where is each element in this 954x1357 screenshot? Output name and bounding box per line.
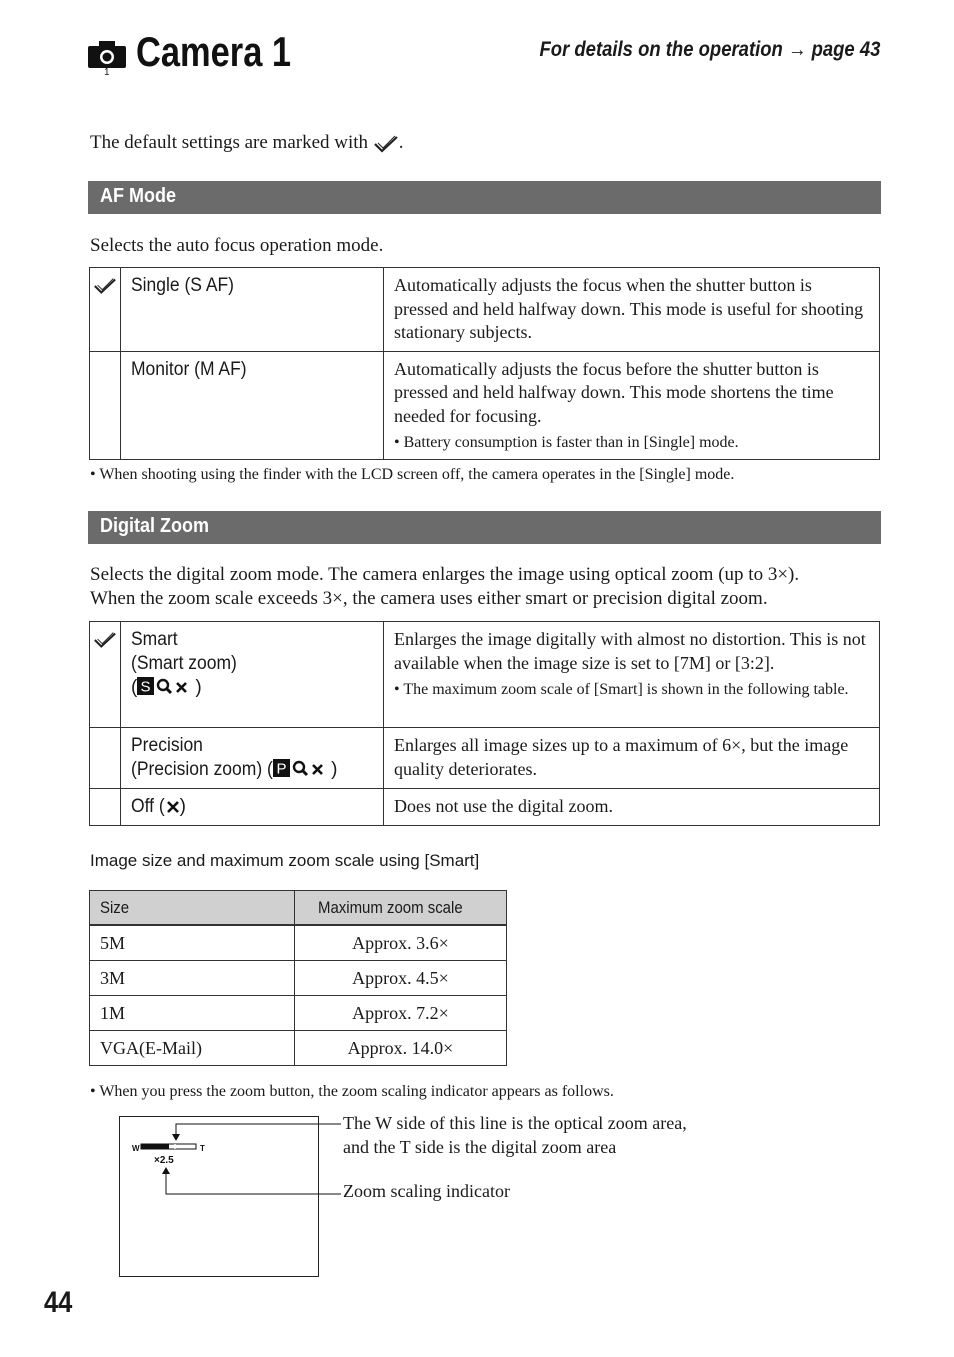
- smart-zoom-icon: [137, 676, 195, 696]
- column-header-size: [90, 891, 295, 926]
- section-header-af-mode: [88, 181, 881, 214]
- default-marker-cell: [90, 728, 121, 789]
- option-name: [121, 622, 384, 728]
- digital-zoom-description: [90, 563, 799, 611]
- zoom-bar-fill: [141, 1144, 169, 1149]
- table-row: [90, 351, 880, 460]
- option-name-text: Precision: [131, 735, 203, 756]
- default-marker-cell: [90, 622, 121, 728]
- option-name: [121, 728, 384, 789]
- option-name-text: Monitor (M AF): [131, 358, 247, 380]
- option-name-subtext: (Smart zoom): [131, 653, 237, 674]
- table-row: [90, 925, 507, 961]
- default-marker-cell: [90, 268, 121, 352]
- default-settings-note: [90, 132, 404, 154]
- digital-zoom-description-line2: When the zoom scale exceeds 3×, the camera uses either smart or precision digital zoom.: [90, 588, 768, 609]
- table-row: [90, 728, 880, 789]
- option-name-subtext: (Precision zoom) (: [131, 759, 273, 780]
- option-bullet-text: The maximum zoom scale of [Smart] is shown in the following table.: [403, 681, 849, 698]
- option-name-text: Single (S AF): [131, 275, 234, 296]
- table-row: [90, 268, 880, 352]
- size-cell: 5M: [90, 925, 295, 961]
- option-description: Does not use the digital zoom.: [384, 789, 880, 826]
- operation-reference: For details on the operation → page 43: [539, 38, 880, 61]
- zoom-indicator-diagram: [118, 1112, 343, 1212]
- option-name-text: Off (: [131, 796, 165, 817]
- paren-open: (: [131, 677, 138, 698]
- option-description: Automatically adjusts the focus when the shutter button is pressed and held halfway down. This mode is useful for shooting stationary subjects.: [384, 268, 880, 352]
- option-bullet: • The maximum zoom scale of [Smart] is shown in the following table.: [394, 681, 849, 698]
- column-header-max-zoom: [295, 891, 507, 926]
- arrow-up-icon: [162, 1167, 170, 1174]
- column-header-text: Maximum zoom scale: [318, 897, 463, 917]
- default-note-text: The default settings are marked with: [90, 132, 369, 153]
- option-description-text: Automatically adjusts the focus before the shutter button is pressed and held halfway down. This mode shortens the time needed for focusing.: [394, 358, 834, 426]
- option-name-text: Smart: [131, 629, 178, 650]
- paren-close: ): [331, 759, 338, 780]
- zoom-indicator-note: • When you press the zoom button, the zoom scaling indicator appears as follows.: [90, 1083, 614, 1100]
- size-cell: 3M: [90, 961, 295, 996]
- af-mode-note-text: When shooting using the finder with the LCD screen off, the camera operates in the [Single] mode.: [99, 466, 735, 483]
- table-row: [90, 996, 507, 1031]
- precision-zoom-icon-letter: P: [276, 760, 287, 778]
- callout-zoom-indicator: Zoom scaling indicator: [343, 1181, 510, 1201]
- af-mode-table: [89, 267, 880, 460]
- default-note-period: .: [398, 132, 404, 153]
- default-check-icon: [93, 630, 117, 650]
- callout-zoom-area-line2: and the T side is the digital zoom area: [343, 1136, 617, 1157]
- table-row: [90, 1031, 507, 1066]
- zoom-scale-table: [89, 890, 507, 1066]
- table-header-row: [90, 891, 507, 926]
- af-mode-description: Selects the auto focus operation mode.: [90, 235, 384, 256]
- camera-subscript: 1: [104, 67, 110, 78]
- wide-label: W: [132, 1144, 140, 1153]
- zoom-off-icon: [166, 797, 180, 815]
- table-row: [90, 789, 880, 826]
- paren-close: ): [179, 796, 186, 817]
- callout-zoom-area-line1: The W side of this line is the optical zoom area,: [343, 1113, 687, 1133]
- camera-icon: [88, 40, 126, 68]
- digital-zoom-description-line1: Selects the digital zoom mode. The camera enlarges the image using optical zoom (up to 3×).: [90, 564, 800, 585]
- callout-line-divider: [176, 1124, 341, 1134]
- table-row: [90, 622, 880, 728]
- paren-close: ): [195, 677, 202, 698]
- option-name: [121, 268, 384, 352]
- arrow-down-icon: [172, 1134, 180, 1141]
- size-cell: 1M: [90, 996, 295, 1031]
- zoom-indicator-note-text: When you press the zoom button, the zoom scaling indicator appears as follows.: [99, 1083, 614, 1100]
- page-title: Camera 1: [136, 28, 292, 75]
- precision-zoom-icon: [273, 758, 331, 778]
- size-table-caption: Image size and maximum zoom scale using [Smart]: [90, 851, 480, 870]
- max-zoom-cell: Approx. 3.6×: [295, 925, 507, 961]
- digital-zoom-table: [89, 621, 880, 826]
- digital-zoom-heading: Digital Zoom: [100, 515, 209, 537]
- option-name: [121, 351, 384, 460]
- callout-zoom-area: [343, 1112, 687, 1159]
- tele-label: T: [200, 1144, 205, 1153]
- option-bullet-text: Battery consumption is faster than in [Single] mode.: [403, 434, 739, 451]
- option-description: [384, 351, 880, 460]
- smart-zoom-icon-letter: S: [140, 678, 151, 696]
- section-header-digital-zoom: [88, 511, 881, 544]
- max-zoom-cell: Approx. 7.2×: [295, 996, 507, 1031]
- af-mode-note: • When shooting using the finder with the LCD screen off, the camera operates in the [Single] mode.: [90, 466, 735, 483]
- callout-line-indicator: [166, 1174, 341, 1194]
- table-row: [90, 961, 507, 996]
- default-check-icon: [373, 134, 399, 154]
- af-mode-heading: AF Mode: [100, 185, 176, 207]
- size-cell: VGA(E-Mail): [90, 1031, 295, 1066]
- option-description: Enlarges all image sizes up to a maximum of 6×, but the image quality deteriorates.: [384, 728, 880, 789]
- option-description: [384, 622, 880, 728]
- option-name: [121, 789, 384, 826]
- option-bullet: • Battery consumption is faster than in [Single] mode.: [394, 434, 739, 451]
- default-marker-cell: [90, 351, 121, 460]
- default-marker-cell: [90, 789, 121, 826]
- zoom-scale-value: ×2.5: [154, 1155, 174, 1166]
- max-zoom-cell: Approx. 4.5×: [295, 961, 507, 996]
- default-check-icon: [93, 276, 117, 296]
- column-header-text: Size: [100, 897, 130, 917]
- option-description-text: Enlarges the image digitally with almost no distortion. This is not available when the image size is set to [7M] or [3:2].: [394, 629, 866, 673]
- max-zoom-cell: Approx. 14.0×: [295, 1031, 507, 1066]
- page-number: 44: [44, 1286, 73, 1319]
